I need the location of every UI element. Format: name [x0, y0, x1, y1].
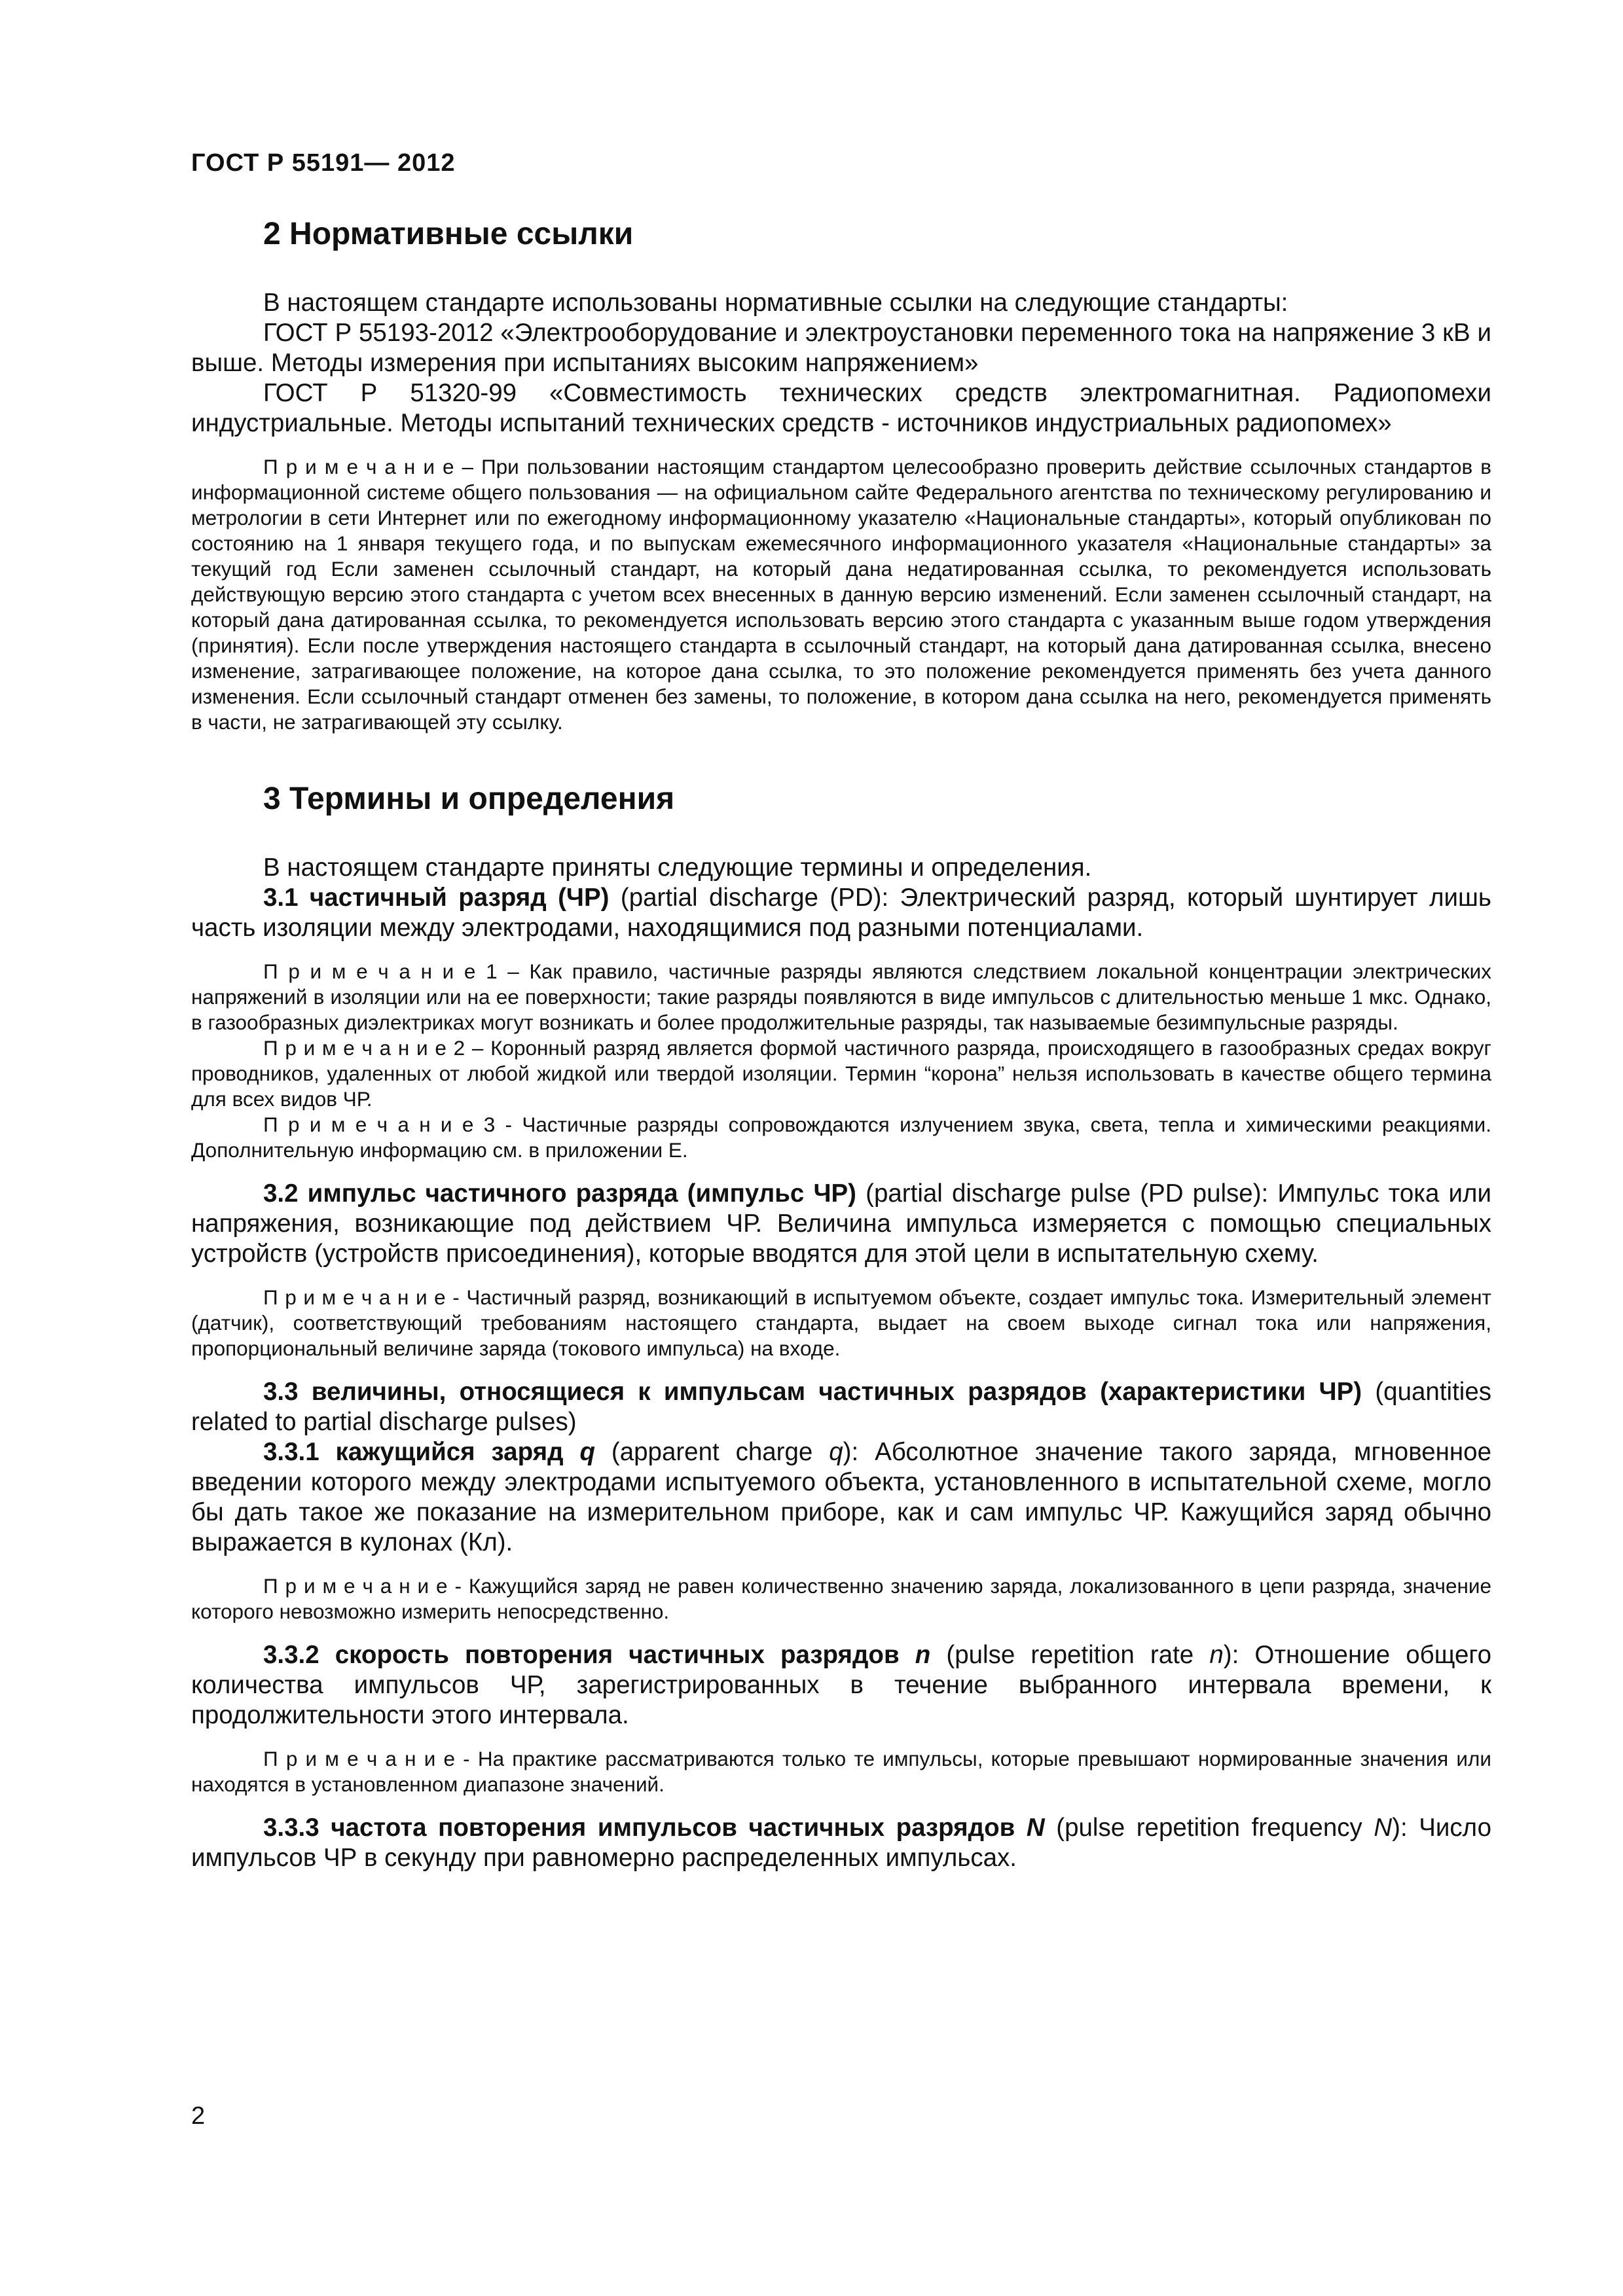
term-3-3-1-text: ): Абсолютное значение такого заряда, мгновенное введении которого между электродами испытуемого объекта, установленного в испытательной схеме, могло бы дать такое же показание на измерительном приборе, как и сам импульс ЧР. Кажущийся заряд обычно выражается в кулонах (Кл). [191, 1438, 1491, 1556]
note-label: П р и м е ч а н и е 1 – [263, 960, 519, 983]
term-3-3-3-var-en: N [1374, 1814, 1393, 1842]
term-3-3-3-title: 3.3.3 частота повторения импульсов частичных разрядов [263, 1814, 1015, 1842]
term-3-1-note-1 [191, 959, 1491, 1035]
term-3-3-3-pre: (pulse repetition frequency [1044, 1814, 1374, 1842]
s2-ref-1: ГОСТ Р 55193-2012 «Электрооборудование и электроустановки переменного тока на напряжение 3 кВ и выше. Методы измерения при испытаниях высоким напряжением» [191, 319, 1491, 377]
term-3-3-text: (quantities related to partial discharge pulses) [191, 1378, 1491, 1436]
term-3-3-2-note [191, 1746, 1491, 1797]
page-number: 2 [191, 2102, 206, 2130]
term-3-3-1-note [191, 1573, 1491, 1624]
term-3-3-1-pre: (apparent charge [594, 1438, 830, 1466]
note-text: На практике рассматриваются только те импульсы, которые превышают нормированные значения или находятся в установленном диапазоне значений. [191, 1747, 1491, 1796]
term-3-3-1-var-en: q [829, 1438, 843, 1466]
term-3-2-note [191, 1285, 1491, 1361]
note-text: Как правило, частичные разряды являются следствием локальной концентрации электрических напряжений в изоляции или на ее поверхности; такие разряды появляются в виде импульсов с длительностью меньше 1 мкс. Однако, в газообразных диэлектриках могут возникать и более продолжительные разряды, так называемые безимпульсные разряды. [191, 960, 1491, 1034]
s3-intro: В настоящем стандарте приняты следующие термины и определения. [263, 853, 1092, 882]
term-3-3-3-var: N [1026, 1814, 1045, 1842]
note-text: При пользовании настоящим стандартом целесообразно проверить действие ссылочных стандартов в информационной системе общего пользования — на официальном сайте Федерального агентства по техническому регулированию и метрологии в сети Интернет или по ежегодному информационному указателю «Национальные стандарты», который опубликован по состоянию на 1 января текущего года, и по выпускам ежемесячного информационного указателя «Национальные стандарты» за текущий год Если заменен ссылочный стандарт, на который дана недатированная ссылка, то рекомендуется использовать действующую версию этого стандарта с учетом всех внесенных в данную версию изменений. Если заменен ссылочный стандарт, на который дана датированная ссылка, то рекомендуется использовать версию этого стандарта с указанным выше годом утверждения (принятия). Если после утверждения настоящего стандарта в ссылочный стандарт, на который дана датированная ссылка, внесено изменение, затрагивающее положение, на которое дана ссылка, то это положение рекомендуется применять без учета данного изменения. Если ссылочный стандарт отменен без замены, то положение, в котором дана ссылка на него, рекомендуется применять в части, не затрагивающей эту ссылку. [191, 455, 1491, 734]
note-label: П р и м е ч а н и е - [263, 1747, 470, 1770]
term-3-2-title: 3.2 импульс частичного разряда (импульс ЧР) [263, 1179, 857, 1208]
term-3-3-2-pre: (pulse repetition rate [930, 1641, 1210, 1669]
note-label: П р и м е ч а н и е - [263, 1574, 462, 1598]
term-3-3-2-var: n [915, 1641, 931, 1669]
section-2-heading: 2 Нормативные ссылки [263, 217, 634, 251]
s2-note [191, 454, 1491, 735]
note-label: П р и м е ч а н и е - [263, 1285, 460, 1309]
term-3-1 [191, 883, 1491, 943]
term-3-3-2-text: ): Отношение общего количества импульсов ЧР, зарегистрированных в течение выбранного интервала времени, к продолжительности этого интервала. [191, 1641, 1491, 1729]
note-text: Кажущийся заряд не равен количественно значению заряда, локализованного в цепи разряда, значение которого невозможно измерить непосредственно. [191, 1574, 1491, 1623]
term-3-3-3-text: ): Число импульсов ЧР в секунду при равномерно распределенных импульсах. [191, 1814, 1491, 1872]
term-3-2-text: (partial discharge pulse (PD pulse): Импульс тока или напряжения, возникающие под действием ЧР. Величина импульса измеряется с помощью специальных устройств (устройств присоединения), которые вводятся для этой цели в испытательную схему. [191, 1179, 1491, 1268]
note-text: Частичный разряд, возникающий в испытуемом объекте, создает импульс тока. Измерительный элемент (датчик), соответствующий требованиям настоящего стандарта, выдает на своем выходе сигнал тока или напряжения, пропорциональный величине заряда (токового импульса) на входе. [191, 1285, 1491, 1360]
term-3-1-note-3 [191, 1112, 1491, 1163]
term-3-3-1-title: 3.3.1 кажущийся заряд [263, 1438, 564, 1466]
term-3-3-1 [191, 1437, 1491, 1558]
term-3-3-3 [191, 1813, 1491, 1873]
term-3-3-2-title: 3.3.2 скорость повторения частичных разрядов [263, 1641, 900, 1669]
note-text: Коронный разряд является формой частичного разряда, происходящего в газообразных средах вокруг проводников, удаленных от любой жидкой или твердой изоляции. Термин “корона” нельзя использовать в качестве общего термина для всех видов ЧР. [191, 1036, 1491, 1111]
term-3-1-note-2 [191, 1035, 1491, 1112]
term-3-1-title: 3.1 частичный разряд (ЧР) [263, 884, 610, 912]
term-3-3-title: 3.3 величины, относящиеся к импульсам частичных разрядов (характеристики ЧР) [263, 1378, 1362, 1406]
page-content [191, 203, 1491, 1873]
note-label: П р и м е ч а н и е – [263, 455, 473, 478]
term-3-3-2 [191, 1640, 1491, 1731]
s2-ref-2: ГОСТ Р 51320-99 «Совместимость технических средств электромагнитная. Радиопомехи индустриальные. Методы испытаний технических средств - источников индустриальных радиопомех» [191, 379, 1491, 437]
note-label: П р и м е ч а н и е 2 – [263, 1036, 484, 1060]
s2-intro: В настоящем стандарте использованы нормативные ссылки на следующие стандарты: [263, 289, 1288, 317]
term-3-3-2-var-en: n [1209, 1641, 1224, 1669]
term-3-3-1-var: q [579, 1438, 595, 1466]
note-label: П р и м е ч а н и е 3 - [263, 1113, 513, 1136]
section-3-heading: 3 Термины и определения [263, 781, 675, 816]
document-header: ГОСТ Р 55191— 2012 [191, 149, 456, 177]
note-text: Частичные разряды сопровождаются излучением звука, света, тепла и химическими реакциями. Дополнительную информацию см. в приложении Е. [191, 1113, 1491, 1162]
term-3-2 [191, 1179, 1491, 1269]
term-3-3 [191, 1377, 1491, 1437]
term-3-1-text: (partial discharge (PD): Электрический разряд, который шунтирует лишь часть изоляции между электродами, находящимися под разными потенциалами. [191, 884, 1491, 942]
